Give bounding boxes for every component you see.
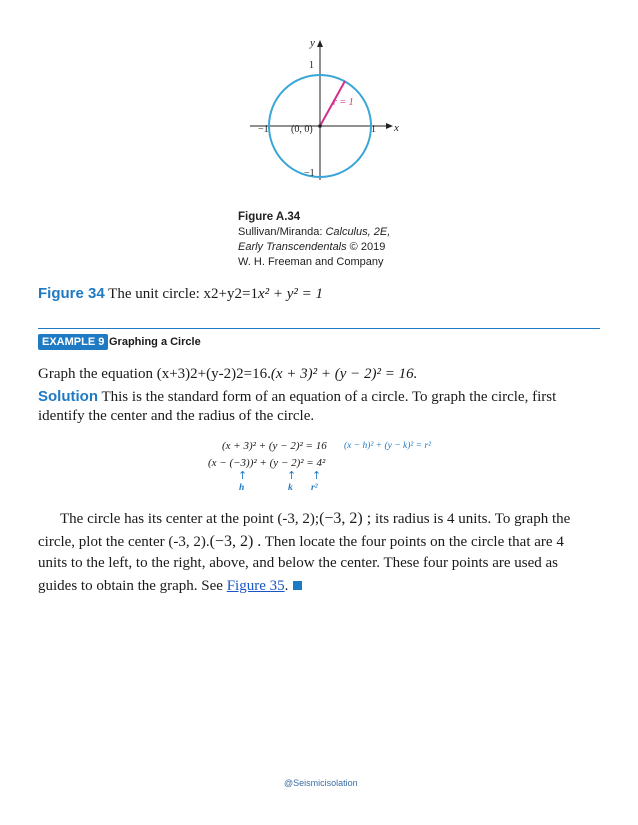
origin-label: (0, 0) [291, 124, 313, 135]
tick-label-bottom: −1 [304, 168, 315, 179]
label-h: h [239, 483, 245, 493]
section-divider [38, 328, 600, 329]
example-title: Graphing a Circle [109, 336, 201, 348]
caption-line-1 [238, 225, 390, 240]
x-axis-label: x [394, 122, 399, 134]
solution-line-2: identify the center and the radius of the circle. [38, 408, 315, 424]
caption-publisher: W. H. Freeman and Company [238, 256, 384, 268]
equation-row-2: (x − (−3))² + (y − 2)² = 4² [208, 457, 326, 469]
paragraph-2-line-4 [38, 576, 302, 597]
p2-l1-math: (−3, 2) ; [319, 510, 372, 527]
figure-34-text: The unit circle: x2+y2=1 [104, 286, 258, 302]
figure-34-label: Figure 34 [38, 285, 105, 302]
equation-standard-form-note: (x − h)² + (y − k)² = r² [344, 441, 431, 451]
end-of-example-square-icon [293, 581, 302, 590]
paragraph-2-line-2 [38, 531, 564, 553]
p2-l4-text-a: guides to obtain the graph. See [38, 578, 227, 594]
p2-l2-num: 4 [556, 534, 564, 550]
paragraph-2-line-1 [60, 508, 570, 530]
label-r-squared: r² [311, 483, 318, 493]
p2-l1-text-b: its radius is [371, 511, 448, 527]
p2-l1-num: 4 [447, 511, 455, 527]
p2-l1-text-a: The circle has its center at the point (-3, 2); [60, 511, 320, 527]
solution-label: Solution [38, 388, 98, 405]
caption-authors: Sullivan/Miranda: [238, 226, 326, 238]
caption-title: Figure A.34 [238, 211, 301, 223]
caption-copyright: © 2019 [346, 241, 386, 253]
caption-book-title: Calculus, 2E, [325, 226, 391, 238]
origin-point [318, 124, 322, 128]
arrow-h: ↑ [238, 469, 248, 482]
p2-l2-math: (−3, 2) . [209, 533, 262, 550]
solution-text-1: This is the standard form of an equation of a circle. To graph the circle, first [98, 389, 557, 405]
example-prompt [38, 364, 417, 385]
example-badge: EXAMPLE 9 [38, 334, 108, 350]
tick-label-left: −1 [258, 124, 269, 135]
x-axis-arrow [386, 123, 393, 129]
paragraph-2-line-3: units to the left, to the right, above, and below the center. These four points are used as [38, 555, 558, 571]
arrow-k: ↑ [287, 469, 297, 482]
caption-line-2 [238, 240, 390, 255]
label-k: k [288, 483, 293, 493]
unit-circle-figure [230, 30, 410, 180]
y-axis-label: y [310, 37, 315, 49]
p2-l1-text-c: units. To graph the [454, 511, 571, 527]
p2-l2-text-a: circle, plot the center (-3, 2). [38, 534, 210, 550]
figure-35-link[interactable]: Figure 35 [226, 578, 285, 594]
radius-label: r = 1 [333, 97, 354, 108]
figure-34-caption [38, 285, 323, 303]
p2-l4-text-b: . [284, 578, 289, 594]
figure-caption [238, 210, 390, 270]
example-prompt-math: (x + 3)² + (y − 2)² = 16. [270, 366, 418, 382]
tick-label-right: 1 [371, 124, 376, 135]
equation-row-1: (x + 3)² + (y − 2)² = 16 [222, 440, 327, 452]
solution-line-1 [38, 386, 556, 408]
watermark: @Seismicisolation [284, 778, 358, 788]
caption-book-subtitle: Early Transcendentals [238, 241, 347, 253]
figure-34-math: x² + y² = 1 [257, 286, 324, 302]
arrow-r: ↑ [312, 469, 322, 482]
y-axis-arrow [317, 40, 323, 47]
example-prompt-text: Graph the equation (x+3)2+(y-2)2=16. [38, 366, 271, 382]
tick-label-top: 1 [309, 60, 314, 71]
p2-l2-text-b: Then locate the four points on the circle that are [261, 534, 557, 550]
